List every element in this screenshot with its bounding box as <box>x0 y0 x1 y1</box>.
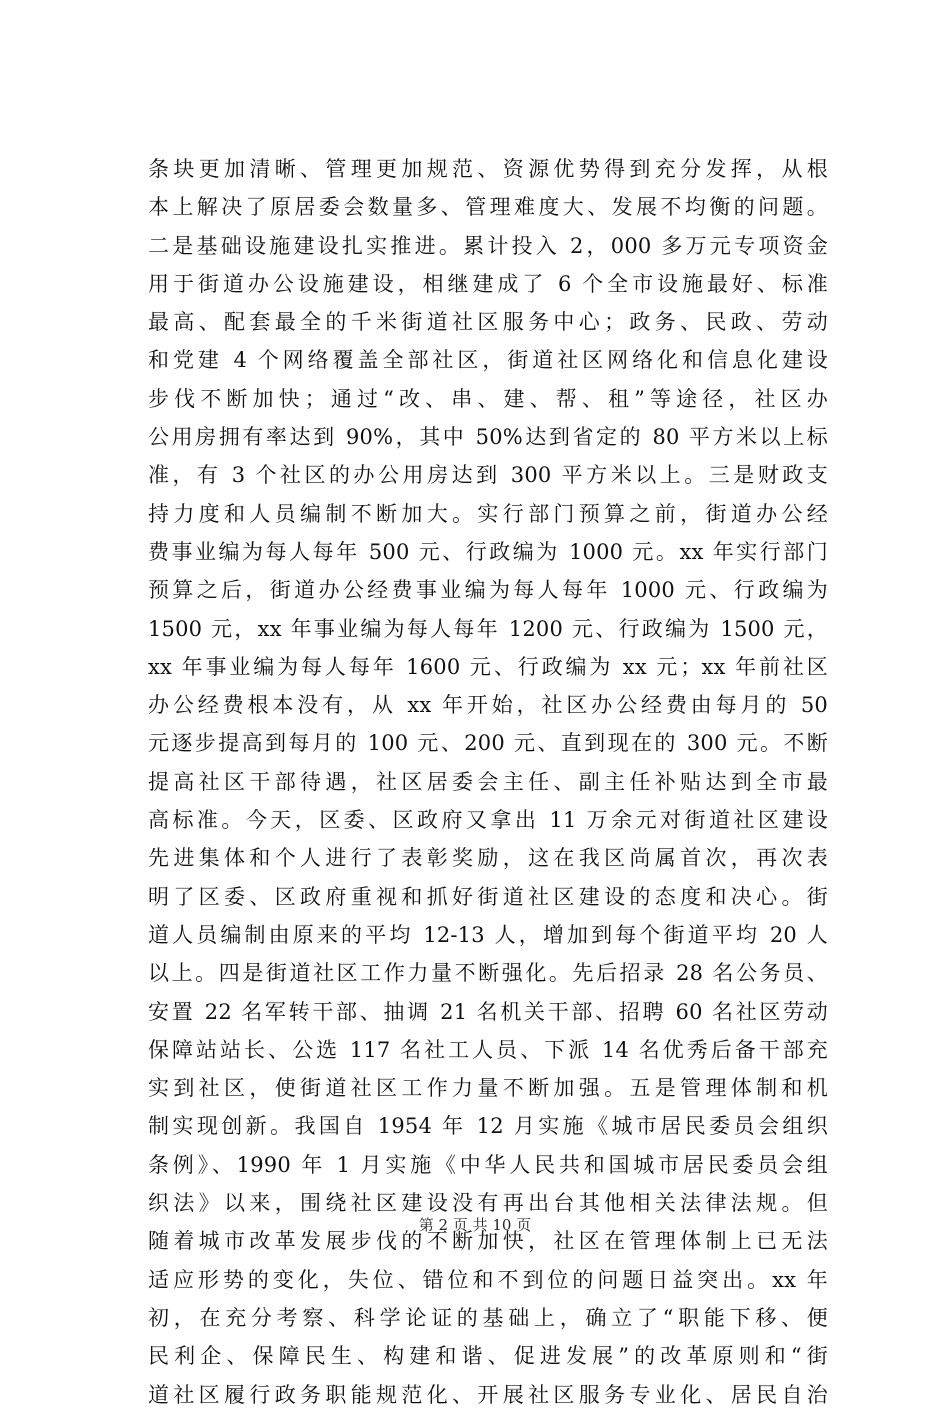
text-line: 提高社区干部待遇，社区居委会主任、副主任补贴达到全市最 <box>148 769 828 794</box>
text-line: xx 年事业编为每人每年 1600 元、行政编为 xx 元；xx 年前社区 <box>148 654 828 679</box>
text-line: 道社区履行政务职能规范化、开展社区服务专业化、居民自治 <box>148 1382 828 1407</box>
text-line: 预算之后，街道办公经费事业编为每人每年 1000 元、行政编为 <box>148 578 828 603</box>
text-line: 步伐不断加快；通过“改、串、建、帮、租”等途径，社区办 <box>148 386 828 411</box>
text-line: 元逐步提高到每月的 100 元、200 元、直到现在的 300 元。不断 <box>148 731 828 756</box>
text-line: 民利企、保障民生、构建和谐、促进发展”的改革原则和“街 <box>148 1344 828 1369</box>
text-line: 明了区委、区政府重视和抓好街道社区建设的态度和决心。街 <box>148 884 828 909</box>
text-line: 高标准。今天，区委、区政府又拿出 11 万余元对街道社区建设 <box>148 808 828 833</box>
text-line: 用于街道办公设施建设，相继建成了 6 个全市设施最好、标准 <box>148 271 828 296</box>
text-line: 制实现创新。我国自 1954 年 12 月实施《城市居民委员会组织 <box>148 1114 828 1139</box>
text-line: 保障站站长、公选 117 名社工人员、下派 14 名优秀后备干部充 <box>148 1037 828 1062</box>
page-number-footer: 第 2 页 共 10 页 <box>418 1216 532 1234</box>
text-line: 准，有 3 个社区的办公用房达到 300 平方米以上。三是财政支 <box>148 463 828 488</box>
text-line: 本上解决了原居委会数量多、管理难度大、发展不均衡的问题。 <box>148 195 828 220</box>
text-line: 先进集体和个人进行了表彰奖励，这在我区尚属首次，再次表 <box>148 846 828 871</box>
text-line: 条例》、1990 年 1 月实施《中华人民共和国城市居民委员会组 <box>148 1152 828 1177</box>
text-line: 公用房拥有率达到 90%，其中 50%达到省定的 80 平方米以上标 <box>148 425 828 450</box>
text-line: 条块更加清晰、管理更加规范、资源优势得到充分发挥，从根 <box>148 157 828 181</box>
text-line: 最高、配套最全的千米街道社区服务中心；政务、民政、劳动 <box>148 310 828 335</box>
text-line: 安置 22 名军转干部、抽调 21 名机关干部、招聘 60 名社区劳动 <box>148 999 828 1024</box>
text-line: 道人员编制由原来的平均 12-13 人，增加到每个街道平均 20 人 <box>148 922 828 947</box>
text-line: 实到社区，使街道社区工作力量不断加强。五是管理体制和机 <box>148 1076 828 1101</box>
text-line: 初，在充分考察、科学论证的基础上，确立了“职能下移、便 <box>148 1305 828 1330</box>
text-line: 费事业编为每人每年 500 元、行政编为 1000 元。xx 年实行部门 <box>148 539 828 564</box>
text-line: 1500 元，xx 年事业编为每人每年 1200 元、行政编为 1500 元， <box>148 616 828 641</box>
text-line: 二是基础设施建设扎实推进。累计投入 2，000 多万元专项资金 <box>148 233 828 258</box>
text-line: 办公经费根本没有，从 xx 年开始，社区办公经费由每月的 50 <box>148 693 828 718</box>
text-line: 织法》以来，围绕社区建设没有再出台其他相关法律法规。但 <box>148 1191 828 1216</box>
text-line: 持力度和人员编制不断加大。实行部门预算之前，街道办公经 <box>148 501 828 526</box>
text-line: 以上。四是街道社区工作力量不断强化。先后招录 28 名公务员、 <box>148 961 828 986</box>
text-line: 和党建 4 个网络覆盖全部社区，街道社区网络化和信息化建设 <box>148 348 828 373</box>
text-line: 适应形势的变化，失位、错位和不到位的问题日益突出。xx 年 <box>148 1267 828 1292</box>
text-line: 随着城市改革发展步伐的不断加快，社区在管理体制上已无法 <box>148 1229 828 1254</box>
